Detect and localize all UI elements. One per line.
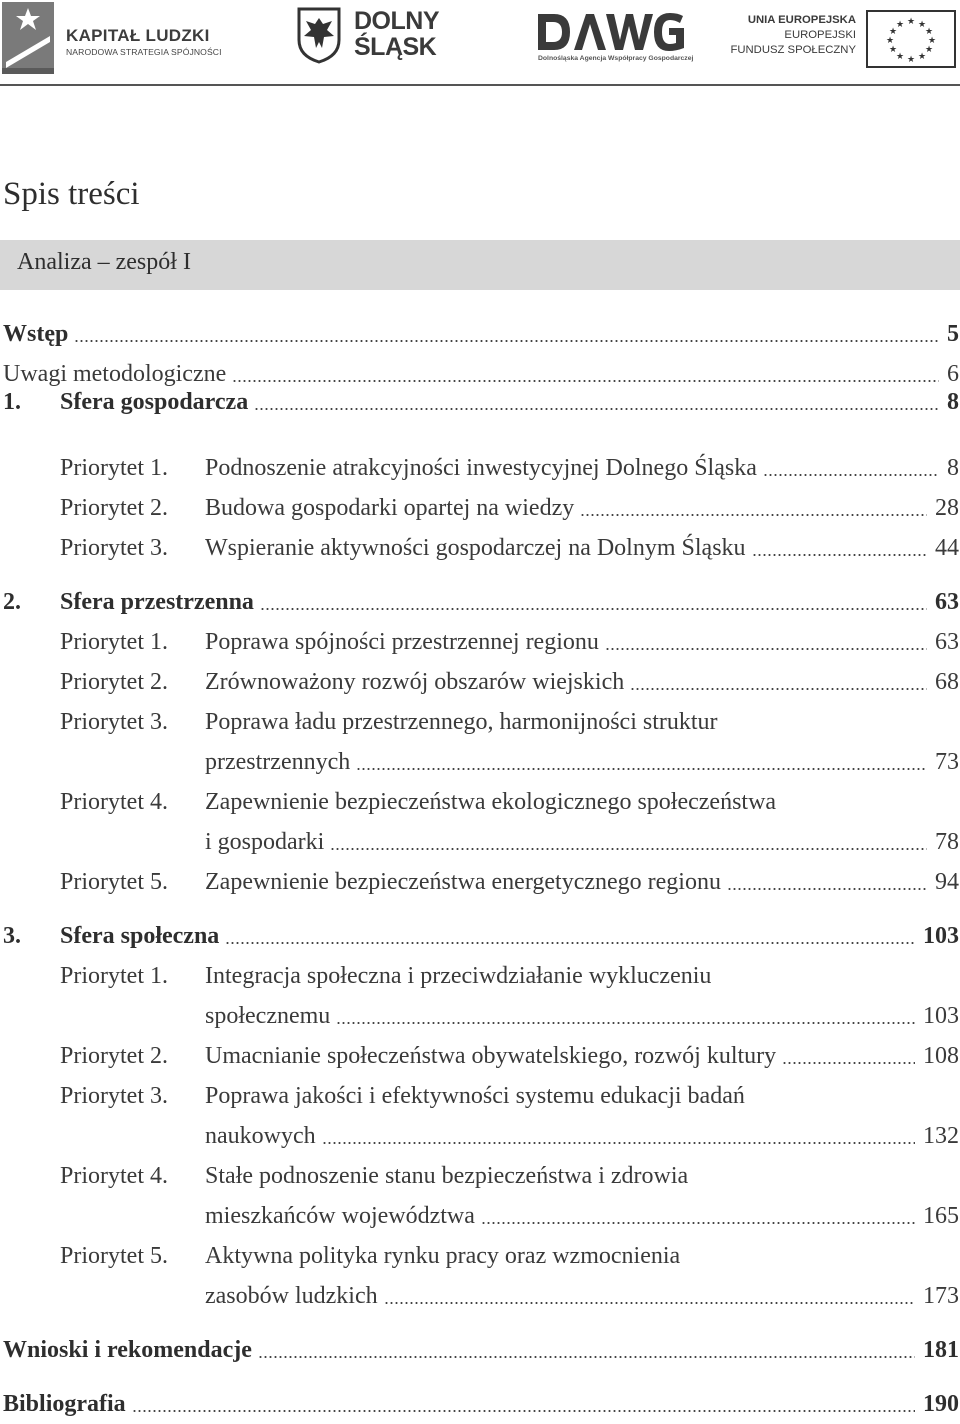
toc-entry-label: społecznemu — [205, 1003, 331, 1029]
dot-leader — [225, 939, 915, 947]
toc-entry-s3-p3[interactable] — [205, 1116, 959, 1156]
toc-entry-label: Umacnianie społeczeństwa obywatelskiego, rozwój kultury — [205, 1043, 777, 1069]
toc-entry-s2-p1[interactable] — [205, 622, 959, 662]
toc-entry-first-line: Poprawa jakości i efektywności systemu edukacji badań — [205, 1083, 745, 1109]
dawg-subtitle: Dolnośląska Agencja Współpracy Gospodarczej — [538, 55, 694, 62]
priority-label: Priorytet 3. — [60, 1083, 168, 1109]
dot-leader — [605, 645, 927, 653]
dawg-logo — [536, 12, 694, 68]
toc-entry-label: zasobów ludzkich — [205, 1283, 378, 1309]
priority-label: Priorytet 2. — [60, 1043, 168, 1069]
toc-entry-first-line: Integracja społeczna i przeciwdziałanie wykluczeniu — [205, 963, 712, 989]
svg-text:★: ★ — [888, 45, 898, 55]
priority-label: Priorytet 2. — [60, 495, 168, 521]
toc-entry-s1-p1[interactable] — [205, 448, 959, 488]
toc-entry-page: 103 — [923, 1003, 959, 1029]
toc-entry-label: mieszkańców województwa — [205, 1203, 475, 1229]
dot-leader — [322, 1139, 915, 1147]
toc-entry-label: naukowych — [205, 1123, 316, 1149]
section-number: 2. — [3, 589, 21, 615]
toc-entry-page: 181 — [923, 1337, 959, 1363]
toc-entry-page: 132 — [923, 1123, 959, 1149]
toc-entry-label: Zrównoważony rozwój obszarów wiejskich — [205, 669, 625, 695]
dolny-slask-line1: DOLNY — [354, 7, 439, 35]
svg-text:★: ★ — [917, 20, 927, 30]
toc-entry-s2-p3[interactable] — [205, 742, 959, 782]
dot-leader — [727, 885, 927, 893]
svg-text:★: ★ — [924, 27, 934, 37]
dolny-slask-line2: ŚLĄSK — [354, 33, 437, 61]
toc-entry-label: Budowa gospodarki opartej na wiedzy — [205, 495, 575, 521]
page-title: Spis treści — [3, 176, 140, 212]
toc-entry-page: 28 — [935, 495, 959, 521]
svg-text:★: ★ — [917, 52, 927, 62]
dot-leader — [752, 551, 927, 559]
priority-label: Priorytet 4. — [60, 1163, 168, 1189]
priority-label: Priorytet 3. — [60, 535, 168, 561]
toc-entry-page: 8 — [947, 389, 959, 415]
eu-line3: FUNDUSZ SPOŁECZNY — [730, 44, 856, 56]
svg-text:★: ★ — [927, 36, 937, 46]
toc-entry-page: 108 — [923, 1043, 959, 1069]
dot-leader — [254, 405, 939, 413]
toc-entry-page: 63 — [935, 589, 959, 615]
toc-entry-s1-p2[interactable] — [205, 488, 959, 528]
toc-entry-page: 78 — [935, 829, 959, 855]
toc-entry-page: 165 — [923, 1203, 959, 1229]
toc-entry-page: 173 — [923, 1283, 959, 1309]
toc-entry-label: Sfera gospodarcza — [60, 389, 249, 415]
toc-entry-bibliografia[interactable] — [3, 1384, 959, 1424]
toc-entry-wnioski[interactable] — [3, 1330, 959, 1370]
priority-label: Priorytet 1. — [60, 455, 168, 481]
toc-entry-label: Sfera przestrzenna — [60, 589, 254, 615]
section-number: 1. — [3, 389, 21, 415]
toc-entry-label: przestrzennych — [205, 749, 351, 775]
eu-fund-logo — [728, 10, 958, 72]
kapital-ludzki-title: KAPITAŁ LUDZKI — [66, 26, 210, 45]
header-divider — [0, 84, 960, 86]
svg-text:★: ★ — [895, 52, 905, 62]
dot-leader — [763, 471, 939, 479]
toc-section-1[interactable] — [60, 382, 959, 422]
toc-section-3[interactable] — [60, 916, 959, 956]
toc-entry-label: Wnioski i rekomendacje — [3, 1337, 252, 1363]
toc-entry-page: 44 — [935, 535, 959, 561]
toc-section-2[interactable] — [60, 582, 959, 622]
dot-leader — [384, 1299, 915, 1307]
dot-leader — [258, 1353, 915, 1361]
priority-label: Priorytet 5. — [60, 1243, 168, 1269]
toc-entry-s1-p3[interactable] — [205, 528, 959, 568]
toc-entry-first-line: Zapewnienie bezpieczeństwa ekologicznego społeczeństwa — [205, 789, 777, 815]
toc-entry-page: 5 — [947, 321, 959, 347]
dot-leader — [630, 685, 927, 693]
toc-entry-page: 190 — [923, 1391, 959, 1417]
kapital-ludzki-logo — [0, 0, 240, 80]
toc-entry-page: 8 — [947, 455, 959, 481]
priority-label: Priorytet 2. — [60, 669, 168, 695]
eu-flag-icon — [866, 10, 956, 68]
toc-entry-s3-p4[interactable] — [205, 1196, 959, 1236]
eu-line1: UNIA EUROPEJSKA — [747, 14, 856, 26]
dot-leader — [782, 1059, 915, 1067]
svg-text:★: ★ — [885, 36, 895, 46]
dawg-wordmark-icon — [536, 12, 686, 52]
toc-entry-label: i gospodarki — [205, 829, 325, 855]
toc-entry-s3-p1[interactable] — [205, 996, 959, 1036]
logo-header — [0, 0, 960, 86]
toc-entry-page: 94 — [935, 869, 959, 895]
toc-entry-s3-p5[interactable] — [205, 1276, 959, 1316]
toc-entry-s3-p2[interactable] — [205, 1036, 959, 1076]
svg-text:★: ★ — [888, 27, 898, 37]
toc-entry-label: Sfera społeczna — [60, 923, 220, 949]
toc-entry-label: Podnoszenie atrakcyjności inwestycyjnej Dolnego Śląska — [205, 455, 757, 481]
toc-entry-first-line: Poprawa ładu przestrzennego, harmonijności struktur — [205, 709, 718, 735]
eagle-crest-icon — [296, 6, 342, 64]
svg-text:★: ★ — [895, 20, 905, 30]
toc-entry-label: Uwagi metodologiczne — [3, 361, 227, 387]
dot-leader — [580, 511, 927, 519]
dot-leader — [132, 1407, 915, 1415]
section-number: 3. — [3, 923, 21, 949]
toc-entry-label: Bibliografia — [3, 1391, 126, 1417]
priority-label: Priorytet 4. — [60, 789, 168, 815]
toc-entry-label: Zapewnienie bezpieczeństwa energetycznego regionu — [205, 869, 721, 895]
dot-leader — [260, 605, 927, 613]
toc-entry-page: 63 — [935, 629, 959, 655]
toc-entry-s2-p4[interactable] — [205, 822, 959, 862]
section-band — [0, 240, 960, 290]
dolny-slask-logo — [296, 6, 466, 76]
priority-label: Priorytet 1. — [60, 963, 168, 989]
dot-leader — [336, 1019, 915, 1027]
toc-entry-label: Wspieranie aktywności gospodarczej na Dolnym Śląsku — [205, 535, 746, 561]
toc-entry-wstep[interactable] — [3, 314, 959, 354]
kapital-ludzki-emblem-icon — [2, 2, 54, 74]
toc-entry-label: Wstęp — [3, 321, 69, 347]
priority-label: Priorytet 5. — [60, 869, 168, 895]
kapital-ludzki-subtitle: NARODOWA STRATEGIA SPÓJNOŚCI — [66, 47, 222, 57]
dot-leader — [481, 1219, 915, 1227]
toc-entry-page: 73 — [935, 749, 959, 775]
eu-line2: EUROPEJSKI — [784, 29, 856, 41]
priority-label: Priorytet 3. — [60, 709, 168, 735]
dot-leader — [74, 337, 939, 345]
dot-leader — [356, 765, 927, 773]
toc-entry-s2-p2[interactable] — [205, 662, 959, 702]
toc-entry-page: 103 — [923, 923, 959, 949]
svg-text:★: ★ — [924, 45, 934, 55]
toc-entry-first-line: Aktywna polityka rynku pracy oraz wzmocnienia — [205, 1243, 681, 1269]
toc-entry-s2-p5[interactable] — [205, 862, 959, 902]
svg-text:★: ★ — [906, 17, 916, 27]
toc-entry-label: Poprawa spójności przestrzennej regionu — [205, 629, 599, 655]
dot-leader — [330, 845, 927, 853]
toc-entry-page: 68 — [935, 669, 959, 695]
toc-entry-first-line: Stałe podnoszenie stanu bezpieczeństwa i zdrowia — [205, 1163, 689, 1189]
svg-text:★: ★ — [906, 55, 916, 65]
priority-label: Priorytet 1. — [60, 629, 168, 655]
toc-entry-page: 6 — [947, 361, 959, 387]
section-band-label: Analiza – zespół I — [17, 249, 191, 275]
